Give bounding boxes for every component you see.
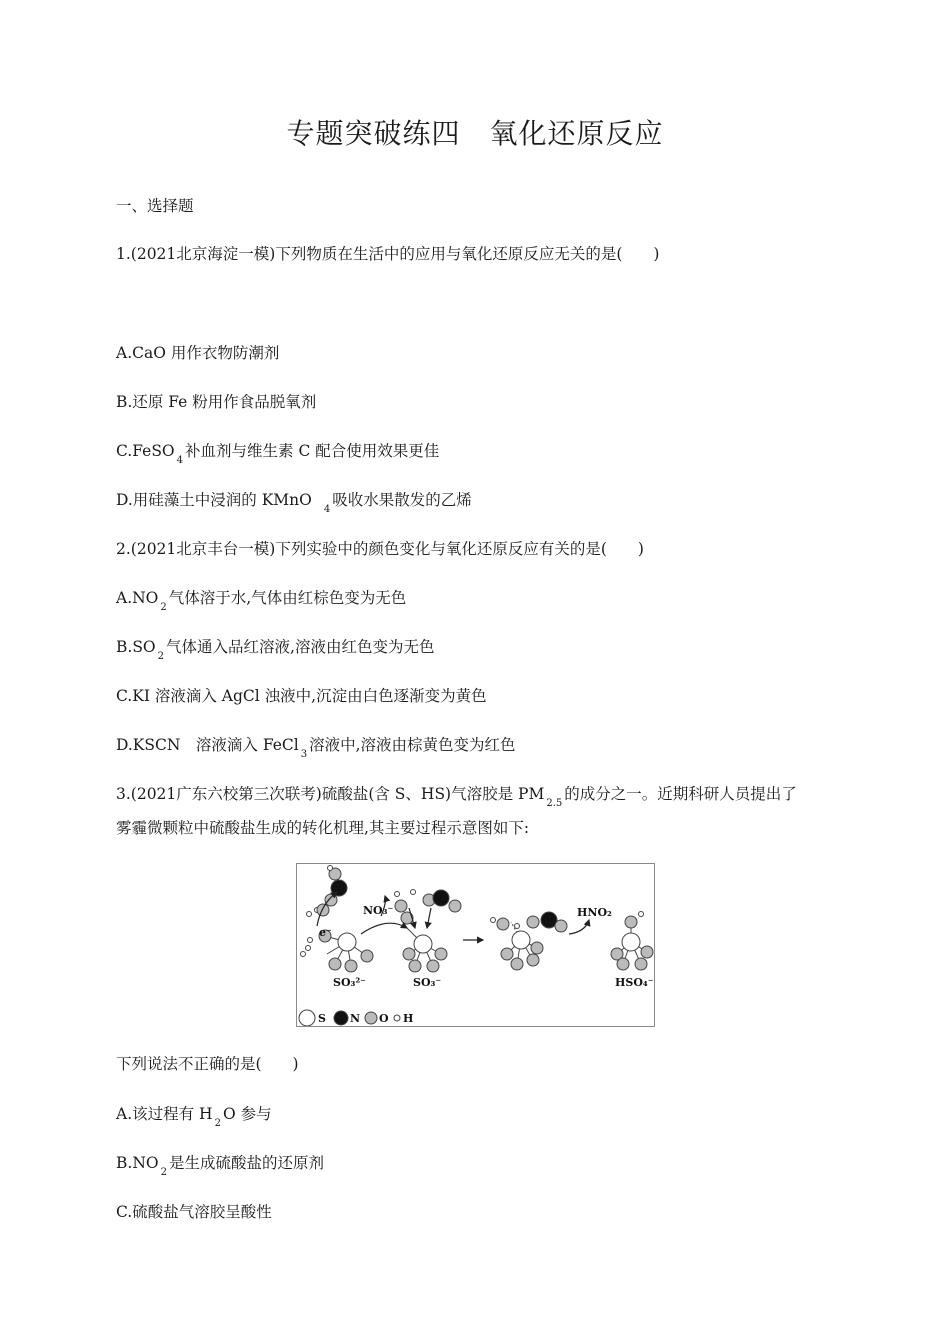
q1-option-d: D.用硅藻土中浸润的 KMnO$_4$吸收水果散发的乙烯 [116, 491, 472, 515]
so3-label: SO₃⁻ [413, 976, 442, 989]
legend-o-label: O [379, 1012, 389, 1025]
legend-h-symbol [394, 1015, 400, 1021]
q1-option-b: B.还原 Fe 粉用作食品脱氧剂 [116, 393, 317, 411]
q3-stem-line1: 3.(2021广东六校第三次联考)硫酸盐(含 S、HS)气溶胶是 $PM_{2.5}$的成分之一。近期科研人员提出了 [116, 785, 797, 809]
oxygen-atom [329, 958, 341, 970]
electron-label: e⁻ [319, 926, 332, 939]
legend-n-label: N [350, 1012, 361, 1025]
q2-option-d: D.KSCN 溶液滴入 FeCl$_3$溶液中,溶液由棕黄色变为红色 [116, 736, 516, 760]
page-title: 专题突破练四 氧化还原反应 [286, 117, 664, 150]
q2-option-a: $A.NO_2$气体溶于水,气体由红棕色变为无色 [116, 589, 407, 613]
reaction-arrow [569, 920, 589, 934]
q1-option-c: C.FeSO$_4$补血剂与维生素 C 配合使用效果更佳 [116, 442, 440, 466]
q3-stem-line2: 雾霾微颗粒中硫酸盐生成的转化机理,其主要过程示意图如下: [116, 819, 530, 837]
legend-s-symbol [299, 1010, 315, 1026]
q3-option-b: $B.NO_2$是生成硫酸盐的还原剂 [116, 1154, 324, 1178]
sulfur-atom [338, 933, 356, 951]
nitrogen-atom [331, 880, 347, 896]
legend-h-label: H [403, 1012, 414, 1025]
q3-ask: 下列说法不正确的是( ) [116, 1055, 299, 1073]
section-heading: 一、选择题 [116, 197, 194, 215]
mechanism-figure [296, 863, 655, 1027]
q3-option-a: A.该过程有 $H_2O$ 参与 [116, 1105, 272, 1129]
no3-label: NO₃⁻ [363, 904, 394, 917]
oxygen-atom [361, 950, 373, 962]
q1-stem: 1.(2021北京海淀一模)下列物质在生活中的应用与氧化还原反应无关的是( ) [116, 245, 660, 263]
legend-o-symbol [365, 1012, 377, 1024]
legend-n-symbol [334, 1011, 348, 1025]
hno2-label: HNO₂ [577, 906, 612, 919]
oxygen-atom [345, 960, 357, 972]
q2-stem: 2.(2021北京丰台一模)下列实验中的颜色变化与氧化还原反应有关的是( ) [116, 540, 644, 558]
q1-option-a: A.CaO 用作衣物防潮剂 [116, 344, 280, 362]
so3-2-label: SO₃²⁻ [333, 976, 366, 989]
hso4-label: HSO₄⁻ [615, 976, 654, 989]
q3-option-c: C.硫酸盐气溶胶呈酸性 [116, 1203, 272, 1221]
legend-s-label: S [318, 1012, 326, 1025]
mechanism-diagram [297, 864, 654, 1026]
q2-option-b: $B.SO_2$气体通入品红溶液,溶液由红色变为无色 [116, 638, 435, 662]
q2-option-c: C.KI 溶液滴入 AgCl 浊液中,沉淀由白色逐渐变为黄色 [116, 687, 487, 705]
